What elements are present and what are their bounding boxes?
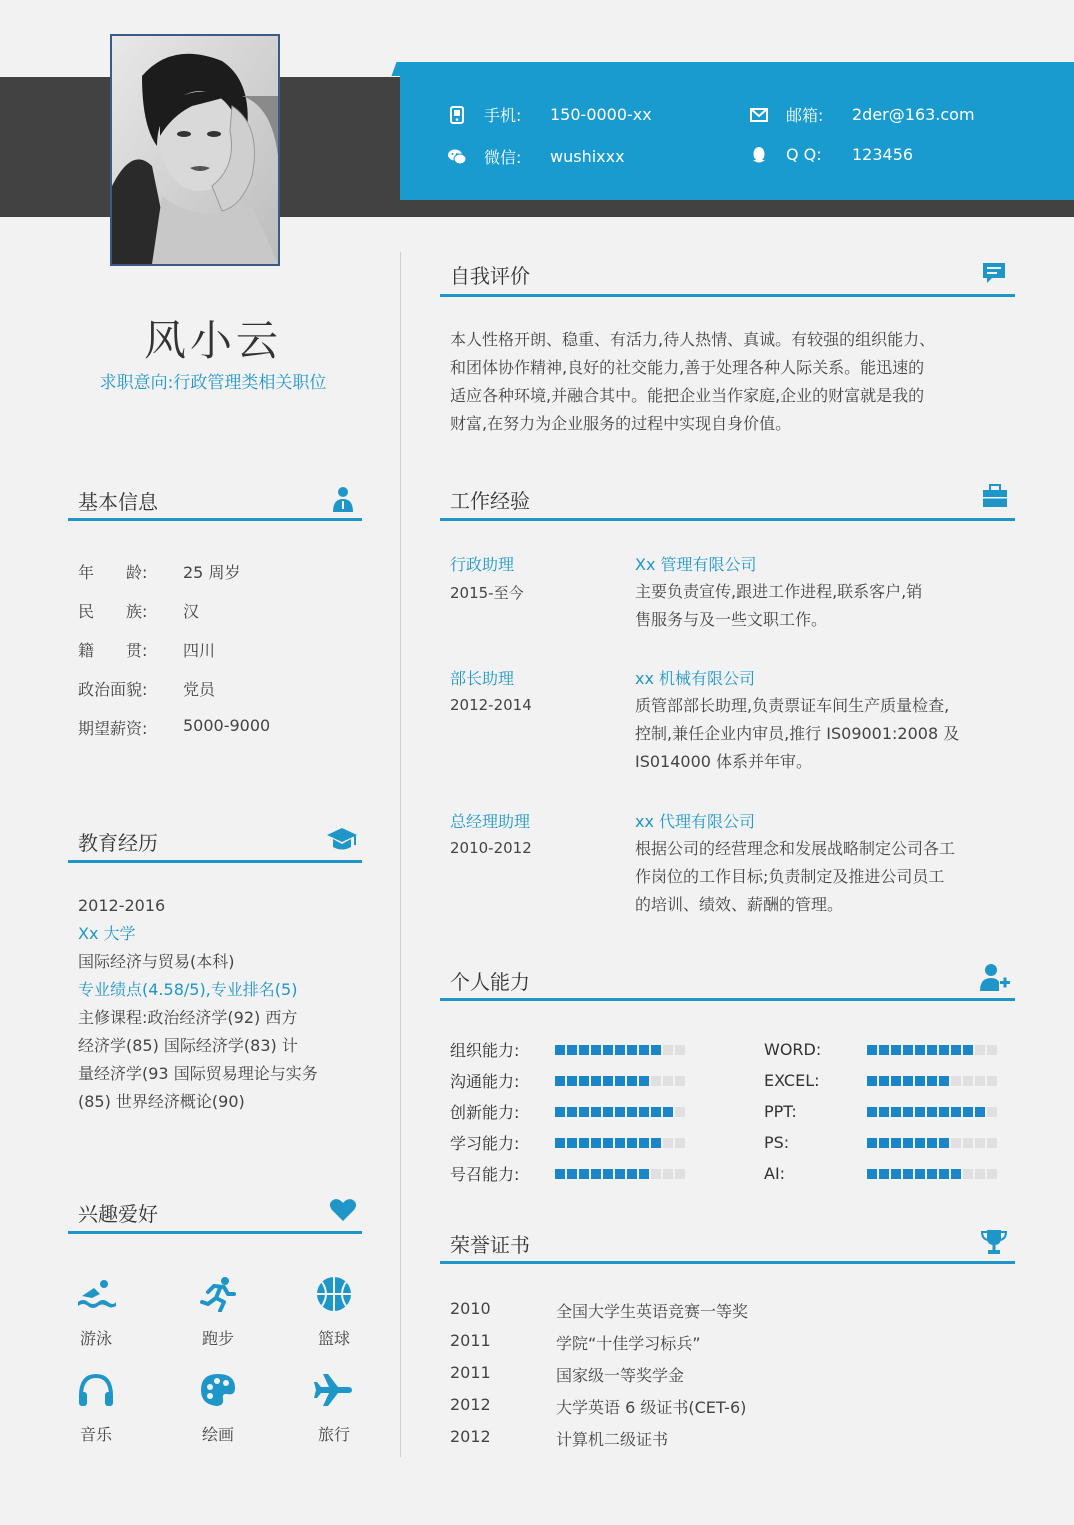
honor-item: 2011 学院“十佳学习标兵” [450, 1331, 701, 1353]
airplane-icon [314, 1372, 354, 1408]
skill-level-bar [555, 1138, 685, 1148]
skill-label: 学习能力: [450, 1134, 520, 1153]
hobby-basketball: 篮球 [294, 1276, 374, 1349]
skill-label: PPT: [764, 1102, 797, 1121]
education-rule [68, 860, 362, 863]
briefcase-icon [982, 484, 1008, 512]
skill-label: 号召能力: [450, 1165, 520, 1184]
skill-segment [579, 1138, 589, 1148]
skill-segment [975, 1107, 985, 1117]
wechat-icon [448, 148, 466, 166]
skill-segment [987, 1138, 997, 1148]
skill-segment [615, 1138, 625, 1148]
skill-label: 沟通能力: [450, 1072, 520, 1091]
skill-segment [975, 1169, 985, 1179]
education-gpa: 专业绩点(4.58/5),专业排名(5) [78, 980, 298, 999]
skill-row [450, 1127, 685, 1158]
skill-row [450, 1158, 685, 1189]
skill-segment [903, 1107, 913, 1117]
skill-segment [651, 1169, 661, 1179]
hobby-travel: 旅行 [294, 1372, 374, 1445]
skill-segment [579, 1107, 589, 1117]
skill-segment [663, 1107, 673, 1117]
swimming-icon [76, 1276, 116, 1312]
self-eval-body: 本人性格开朗、稳重、有活力,待人热情、真诚。有较强的组织能力、 和团体协作精神,良好的社交能力,善于处理各种人际关系。能迅速的 适应各种环境,并融合其中。能把企业当作家庭,企业的财富就是我的 财富,在努力为企业服务的过程中实现自身价值。 [450, 330, 936, 433]
skill-segment [555, 1107, 565, 1117]
skill-segment [879, 1169, 889, 1179]
skill-segment [627, 1076, 637, 1086]
comment-icon [982, 262, 1006, 288]
skill-segment [867, 1107, 877, 1117]
hobby-music: 音乐 [56, 1372, 136, 1445]
skill-segment [663, 1045, 673, 1055]
skill-segment [891, 1138, 901, 1148]
skill-segment [555, 1138, 565, 1148]
skill-segment [963, 1107, 973, 1117]
skill-level-bar [867, 1045, 997, 1055]
skill-segment [891, 1107, 901, 1117]
skills-title: 个人能力 [450, 970, 530, 994]
skill-level-bar [867, 1076, 997, 1086]
skill-segment [555, 1045, 565, 1055]
skill-row [450, 1065, 685, 1096]
skill-segment [903, 1138, 913, 1148]
skill-level-bar [555, 1045, 685, 1055]
palette-icon [198, 1372, 238, 1408]
skill-segment [927, 1169, 937, 1179]
skill-row [764, 1034, 997, 1065]
skills-rule [440, 998, 1015, 1001]
honor-item: 2010 全国大学生英语竞赛一等奖 [450, 1299, 749, 1321]
running-icon [198, 1276, 238, 1312]
hobbies-rule [68, 1231, 362, 1234]
phone-icon [448, 106, 466, 124]
hobby-painting: 绘画 [178, 1372, 258, 1445]
hobbies-title: 兴趣爱好 [78, 1202, 158, 1226]
skill-segment [675, 1076, 685, 1086]
skill-segment [915, 1045, 925, 1055]
skill-segment [639, 1045, 649, 1055]
skill-segment [951, 1107, 961, 1117]
skill-segment [879, 1076, 889, 1086]
honors-rule [440, 1261, 1015, 1264]
skills-left-list [450, 1034, 685, 1189]
skill-segment [591, 1169, 601, 1179]
honor-item: 2011 国家级一等奖学金 [450, 1363, 685, 1385]
info-row-age: 年 龄: 25 周岁 [78, 563, 241, 582]
skill-segment [915, 1169, 925, 1179]
info-row-hometown: 籍 贯: 四川 [78, 641, 216, 660]
skill-segment [867, 1169, 877, 1179]
skill-segment [879, 1138, 889, 1148]
skill-level-bar [867, 1107, 997, 1117]
skill-level-bar [555, 1169, 685, 1179]
skill-segment [603, 1045, 613, 1055]
skill-segment [639, 1107, 649, 1117]
skill-segment [663, 1076, 673, 1086]
skill-segment [615, 1107, 625, 1117]
skill-segment [939, 1076, 949, 1086]
skill-segment [987, 1045, 997, 1055]
education-courses-line: 经济学(85) 国际经济学(83) 计 [78, 1036, 298, 1055]
hobby-swimming: 游泳 [56, 1276, 136, 1349]
skill-segment [951, 1045, 961, 1055]
education-period: 2012-2016 [78, 896, 166, 915]
basic-info-title: 基本信息 [78, 490, 158, 514]
skill-segment [591, 1076, 601, 1086]
basic-info-rule [68, 518, 362, 521]
skill-row [450, 1096, 685, 1127]
skill-row [764, 1127, 997, 1158]
skill-segment [651, 1107, 661, 1117]
honors-list [450, 1299, 748, 1459]
column-divider [400, 252, 401, 1457]
skill-segment [567, 1138, 577, 1148]
skill-segment [603, 1076, 613, 1086]
hobby-running: 跑步 [178, 1276, 258, 1349]
skill-segment [663, 1138, 673, 1148]
skill-segment [567, 1107, 577, 1117]
skill-segment [891, 1169, 901, 1179]
skill-segment [579, 1045, 589, 1055]
skill-segment [927, 1076, 937, 1086]
skill-segment [963, 1138, 973, 1148]
skill-segment [939, 1045, 949, 1055]
skill-segment [651, 1045, 661, 1055]
trophy-icon [980, 1228, 1008, 1260]
job-intent: 求职意向:行政管理类相关职位 [99, 373, 327, 393]
skill-segment [675, 1138, 685, 1148]
skill-segment [987, 1076, 997, 1086]
skill-level-bar [867, 1169, 997, 1179]
skill-segment [603, 1169, 613, 1179]
skill-segment [927, 1138, 937, 1148]
skills-right-list [764, 1034, 997, 1189]
self-eval-rule [440, 294, 1015, 297]
skill-segment [963, 1169, 973, 1179]
self-eval-title: 自我评价 [450, 264, 530, 288]
skill-segment [567, 1076, 577, 1086]
skill-segment [651, 1076, 661, 1086]
skill-segment [867, 1138, 877, 1148]
skill-row [450, 1034, 685, 1065]
honor-item: 2012 大学英语 6 级证书(CET-6) [450, 1395, 747, 1417]
skill-segment [627, 1045, 637, 1055]
skill-segment [927, 1107, 937, 1117]
skill-segment [639, 1138, 649, 1148]
skill-segment [891, 1045, 901, 1055]
skill-label: AI: [764, 1164, 786, 1183]
info-row-political: 政治面貌: 党员 [78, 680, 216, 699]
contact-wechat: 微信: wushixxx [448, 145, 625, 168]
skill-segment [915, 1138, 925, 1148]
skill-segment [939, 1169, 949, 1179]
skill-segment [903, 1076, 913, 1086]
skill-segment [639, 1076, 649, 1086]
skill-segment [951, 1169, 961, 1179]
skill-segment [555, 1169, 565, 1179]
skill-row [764, 1096, 997, 1127]
skill-level-bar [555, 1076, 685, 1086]
skill-segment [603, 1107, 613, 1117]
skill-segment [951, 1138, 961, 1148]
person-icon [332, 486, 354, 516]
skill-segment [627, 1107, 637, 1117]
education-courses-line: 量经济学(93 国际贸易理论与实务 [78, 1064, 318, 1083]
skill-segment [615, 1169, 625, 1179]
basic-info-list [78, 560, 270, 755]
skill-segment [879, 1107, 889, 1117]
skill-segment [867, 1045, 877, 1055]
skill-segment [975, 1138, 985, 1148]
skill-segment [915, 1107, 925, 1117]
skill-segment [579, 1076, 589, 1086]
education-courses-line: (85) 世界经济概论(90) [78, 1092, 245, 1111]
skill-label: 创新能力: [450, 1103, 520, 1122]
contact-email: 邮箱: 2der@163.com [750, 103, 975, 126]
skill-segment [927, 1045, 937, 1055]
skill-segment [615, 1076, 625, 1086]
skill-segment [867, 1076, 877, 1086]
skill-segment [963, 1045, 973, 1055]
skill-segment [939, 1138, 949, 1148]
contact-panel [400, 62, 1074, 200]
skill-segment [567, 1169, 577, 1179]
skill-level-bar [867, 1138, 997, 1148]
skill-segment [675, 1107, 685, 1117]
skill-label: EXCEL: [764, 1071, 820, 1090]
graduation-cap-icon [326, 826, 358, 856]
skill-segment [567, 1045, 577, 1055]
skill-segment [591, 1107, 601, 1117]
profile-photo [110, 34, 280, 266]
mail-icon [750, 106, 768, 124]
qq-icon [750, 146, 768, 164]
skill-segment [891, 1076, 901, 1086]
skill-segment [975, 1076, 985, 1086]
skill-segment [939, 1107, 949, 1117]
skill-segment [639, 1169, 649, 1179]
skill-segment [591, 1138, 601, 1148]
education-major: 国际经济与贸易(本科) [78, 952, 235, 971]
skill-segment [663, 1169, 673, 1179]
skill-row [764, 1158, 997, 1189]
skill-segment [915, 1076, 925, 1086]
skill-segment [987, 1107, 997, 1117]
skill-segment [615, 1045, 625, 1055]
skill-label: 组织能力: [450, 1041, 520, 1060]
skill-segment [555, 1076, 565, 1086]
skill-segment [627, 1138, 637, 1148]
skill-label: WORD: [764, 1040, 822, 1059]
candidate-name: 风小云 [143, 316, 282, 365]
skill-segment [987, 1169, 997, 1179]
skill-segment [903, 1045, 913, 1055]
education-body [78, 892, 368, 1116]
info-row-ethnicity: 民 族: 汉 [78, 602, 200, 621]
skill-label: PS: [764, 1133, 790, 1152]
education-courses-line: 主修课程:政治经济学(92) 西方 [78, 1008, 298, 1027]
skill-segment [675, 1169, 685, 1179]
skill-segment [951, 1076, 961, 1086]
headphones-icon [76, 1372, 116, 1408]
contact-qq: Q Q: 123456 [750, 145, 913, 164]
skill-segment [627, 1169, 637, 1179]
education-school: Xx 大学 [78, 924, 136, 943]
contact-phone: 手机: 150-0000-xx [448, 103, 652, 126]
honors-title: 荣誉证书 [450, 1233, 530, 1257]
work-rule [440, 518, 1015, 521]
skill-segment [975, 1045, 985, 1055]
add-user-icon [980, 963, 1010, 995]
skill-segment [903, 1169, 913, 1179]
skill-level-bar [555, 1107, 685, 1117]
education-title: 教育经历 [78, 831, 158, 855]
work-title: 工作经验 [450, 489, 530, 513]
skill-segment [603, 1138, 613, 1148]
skill-segment [591, 1045, 601, 1055]
honor-item: 2012 计算机二级证书 [450, 1427, 669, 1449]
basketball-icon [314, 1276, 354, 1312]
skill-row [764, 1065, 997, 1096]
skill-segment [879, 1045, 889, 1055]
info-row-salary: 期望薪资: 5000-9000 [78, 716, 271, 738]
skill-segment [651, 1138, 661, 1148]
skill-segment [579, 1169, 589, 1179]
skill-segment [675, 1045, 685, 1055]
heart-icon [329, 1198, 357, 1226]
skill-segment [963, 1076, 973, 1086]
